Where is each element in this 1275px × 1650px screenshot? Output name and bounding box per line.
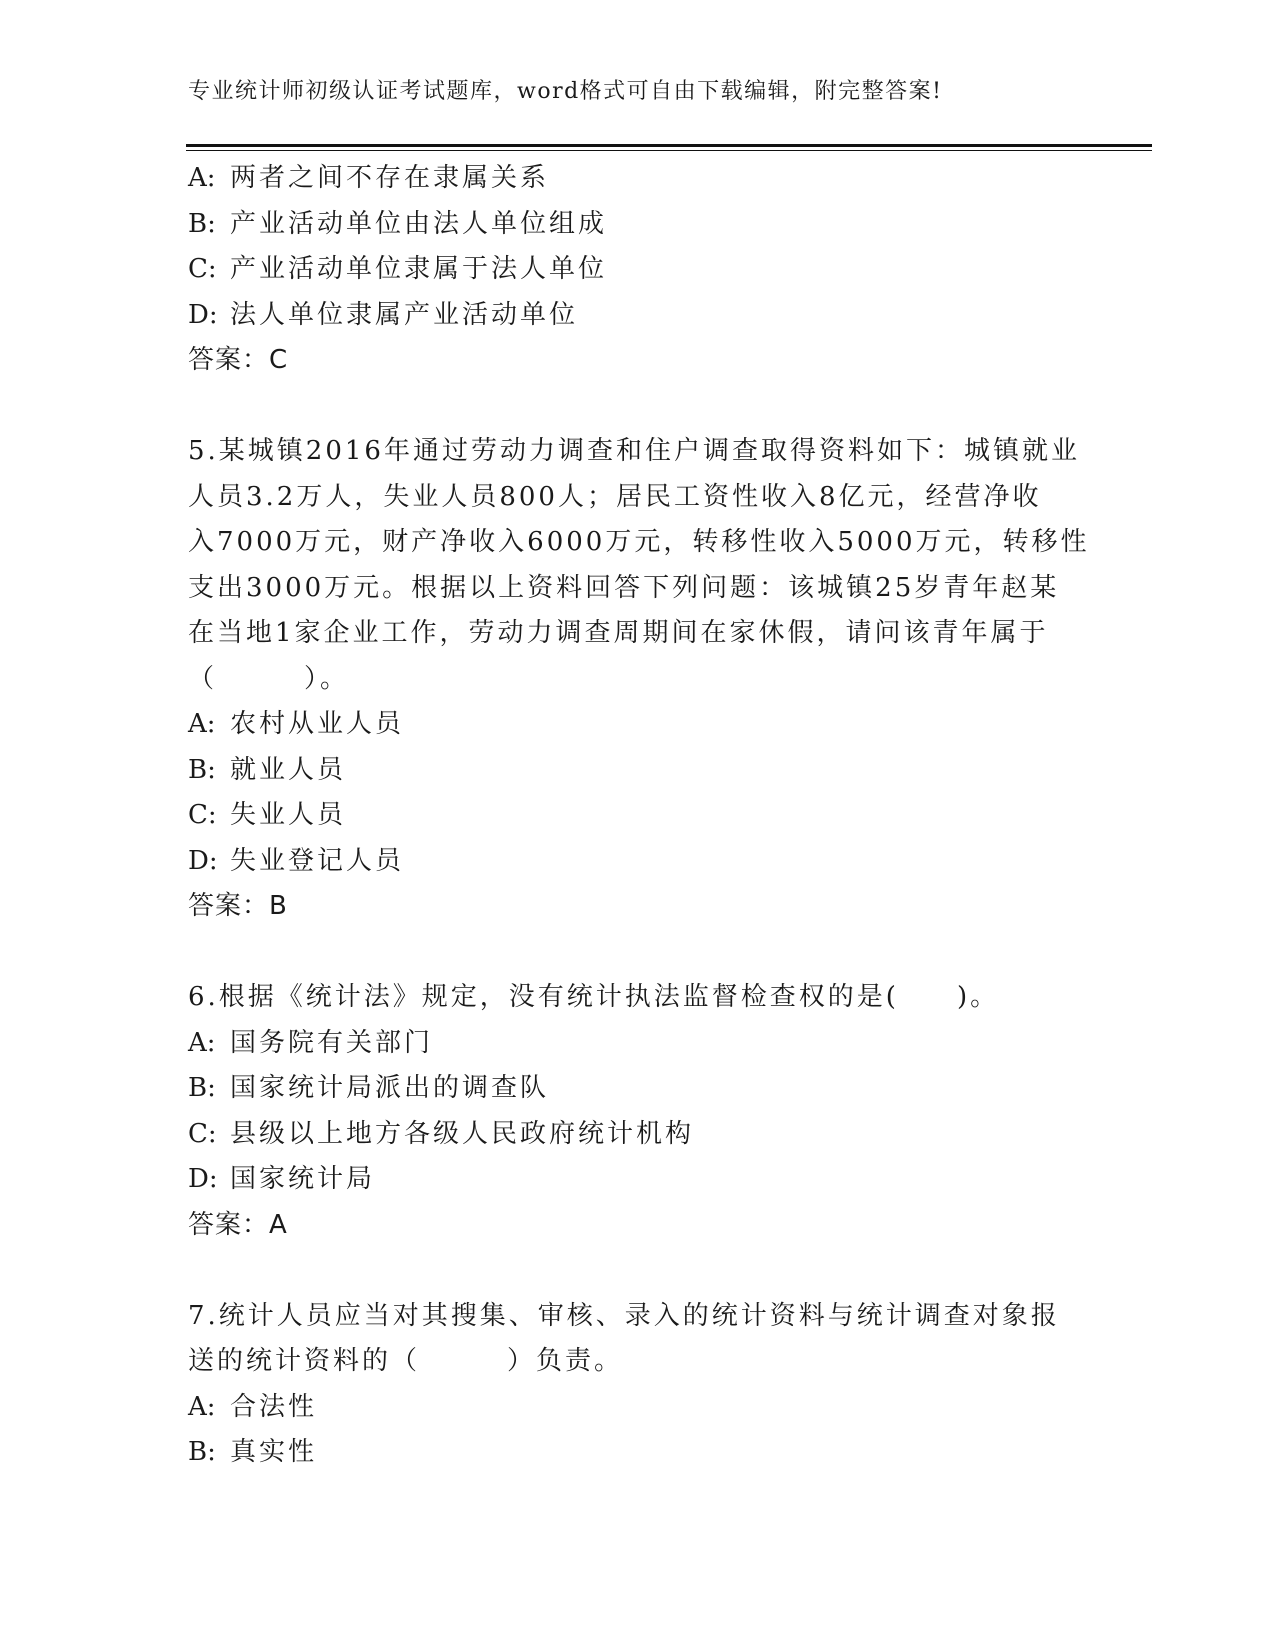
spacer (188, 930, 1088, 976)
question-line: 入7000万元，财产净收入6000万元，转移性收入5000万元，转移性 (188, 527, 1090, 557)
question-line: 人员3.2万人，失业人员800人；居民工资性收入8亿元，经营净收 (188, 481, 1042, 512)
header-rule-thick (186, 144, 1152, 147)
option-text: 农村从业人员 (230, 709, 405, 739)
question-line: 6.根据《统计法》规定，没有统计执法监督检查权的是( )。 (188, 982, 1000, 1012)
option-letter: A: (188, 163, 216, 193)
option-text: 国务院有关部门 (230, 1027, 434, 1058)
option-letter: A: (188, 1027, 216, 1058)
option-text: 就业人员 (230, 754, 347, 785)
option-letter: D: (188, 1164, 218, 1194)
page-header: 专业统计师初级认证考试题库，word格式可自由下载编辑，附完整答案! (188, 79, 943, 104)
option-text: 产业活动单位由法人单位组成 (230, 208, 608, 239)
option-a (188, 1385, 1088, 1431)
option-d (188, 1157, 1088, 1203)
option-letter: D: (188, 845, 218, 876)
option-letter: C: (188, 254, 217, 284)
option-b (188, 1430, 1088, 1476)
option-letter: C: (188, 1118, 217, 1149)
option-letter: C: (188, 800, 217, 830)
answer-line: 答案：B (188, 891, 288, 921)
option-letter: A: (188, 709, 216, 739)
question-line: 7.统计人员应当对其搜集、审核、录入的统计资料与统计调查对象报 (188, 1300, 1060, 1331)
spacer (188, 1248, 1088, 1294)
question-line: 在当地1家企业工作，劳动力调查周期间在家休假，请问该青年属于 (188, 618, 1049, 648)
option-c (188, 793, 1088, 839)
option-text: 县级以上地方各级人民政府统计机构 (230, 1118, 695, 1149)
question-line: 支出3000万元。根据以上资料回答下列问题：该城镇25岁青年赵某 (188, 572, 1060, 603)
answer-line: 答案：C (188, 345, 289, 375)
spacer (188, 384, 1088, 430)
option-c (188, 247, 1088, 293)
option-text: 失业登记人员 (230, 845, 405, 876)
option-a (188, 1021, 1088, 1067)
option-text: 两者之间不存在隶属关系 (230, 163, 550, 193)
option-a (188, 702, 1088, 748)
option-b (188, 1066, 1088, 1112)
question-text (188, 429, 1090, 702)
question-4 (188, 156, 1088, 384)
option-d (188, 839, 1088, 885)
header-rule-thin (186, 150, 1152, 151)
option-text: 合法性 (230, 1391, 318, 1422)
option-text: 国家统计局派出的调查队 (230, 1073, 550, 1103)
option-letter: B: (188, 208, 216, 239)
option-text: 产业活动单位隶属于法人单位 (230, 254, 608, 284)
question-5 (188, 429, 1088, 930)
option-text: 真实性 (230, 1437, 318, 1467)
question-line: （ ）。 (188, 663, 350, 694)
option-d (188, 293, 1088, 339)
question-6 (188, 975, 1088, 1248)
document-content (188, 156, 1088, 1476)
option-c (188, 1112, 1088, 1158)
option-b (188, 202, 1088, 248)
option-letter: D: (188, 299, 218, 330)
question-text (188, 1294, 1068, 1385)
option-a (188, 156, 1088, 202)
option-letter: B: (188, 1073, 216, 1103)
option-letter: A: (188, 1391, 216, 1422)
answer-line: 答案：A (188, 1209, 288, 1240)
option-letter: B: (188, 754, 216, 785)
question-line: 5.某城镇2016年通过劳动力调查和住户调查取得资料如下：城镇就业 (188, 436, 1080, 466)
option-text: 国家统计局 (230, 1164, 376, 1194)
question-line: 送的统计资料的（ ）负责。 (188, 1346, 624, 1376)
option-text: 法人单位隶属产业活动单位 (230, 299, 579, 330)
question-text (188, 975, 1068, 1021)
option-b (188, 748, 1088, 794)
option-text: 失业人员 (230, 800, 347, 830)
question-7 (188, 1294, 1088, 1476)
option-letter: B: (188, 1437, 216, 1467)
